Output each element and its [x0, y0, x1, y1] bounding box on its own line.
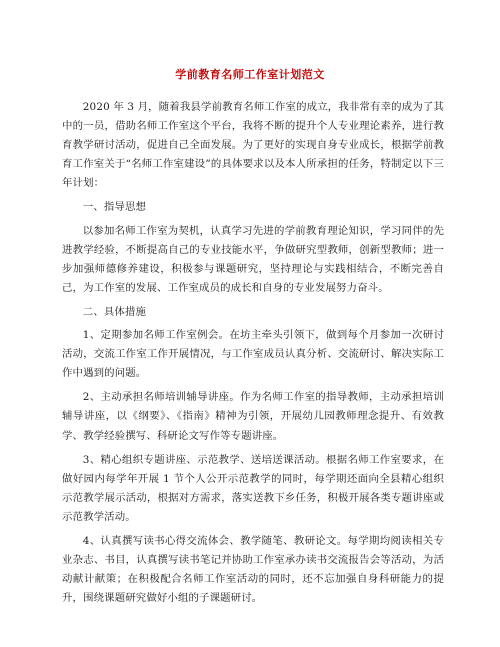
section-heading-specific-measures: 二、具体措施: [82, 305, 147, 318]
section-heading-guiding-ideology: 一、指导思想: [82, 201, 147, 214]
intro-paragraph: 2020 年 3 月，随着我县学前教育名师工作室的成立，我非常有幸的成为了其中的一员，借助名师工作室这个平台，我将不断的提升个人专业理论素养，进行教育教学研讨活动，促进自己全面发展。为了更好的实现自身专业成长，根据学前教育工作室关于“名师工作室建设”的具体要求以及本人所承担的任务，特制定以下三年计划：: [62, 101, 444, 190]
document-title: 学前教育名师工作室计划范文: [175, 68, 325, 81]
document-body: [62, 98, 444, 613]
measure-item-1: 1、定期参加名师工作室例会。在坊主牵头引领下，做到每个月参加一次研讨活动，交流工作室工作开展情况，与工作室成员认真分析、交流研讨、解决实际工作中遇到的问题。: [62, 329, 444, 380]
measure-item-3: 3、精心组织专题讲座、示范教学、送培送课活动。根据名师工作室要求，在做好园内每学年开展 1 节个人公开示范教学的同时，每学期还面向全县精心组织示范教学展示活动，根据对方需求，落实送教下乡任务，积极开展各类专题讲座或示范教学活动。: [62, 453, 444, 523]
guiding-ideology-paragraph: 以参加名师工作室为契机，认真学习先进的学前教育理论知识，学习同伴的先进教学经验，不断提高自己的专业技能水平，争做研究型教师，创新型教师；进一步加强师德修养建设，积极参与课题研究，坚持理论与实践相结合，不断完善自己，为工作室的发展、工作室成员的成长和自身的专业发展努力奋斗。: [62, 224, 444, 294]
measure-item-2: 2、主动承担名师培训辅导讲座。作为名师工作室的指导教师，主动承担培训辅导讲座，以《纲要》、《指南》精神为引领，开展幼儿园教师理念提升、有效教学、教学经验撰写、科研论文写作等专题讲座。: [62, 391, 444, 442]
measure-item-4: 4、认真撰写读书心得交流体会、教学随笔、教研论文。每学期均阅读相关专业杂志、书目，认真撰写读书笔记并协助工作室承办读书交流报告会等活动，为活动献计献策；在积极配合名师工作室活动的同时，还不忘加强自身科研能力的提升，围绕课题研究做好小组的子课题研讨。: [62, 534, 444, 605]
